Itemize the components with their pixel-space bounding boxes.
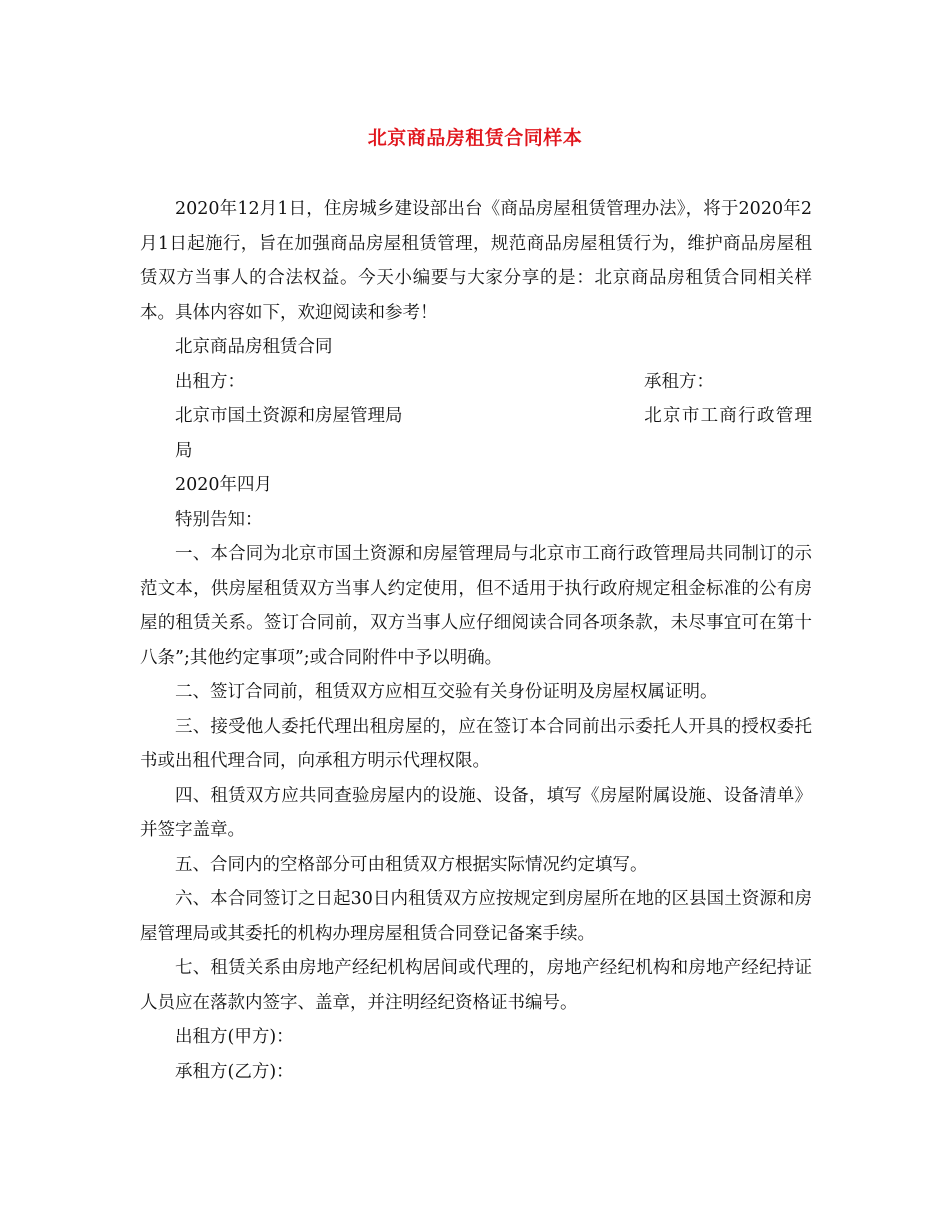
document-body (140, 192, 812, 1089)
clause-5: 五、合同内的空格部分可由租赁双方根据实际情况约定填写。 (175, 854, 648, 875)
lessee-label: 承租方： (644, 371, 714, 392)
party-a-line: 出租方(甲方)： (175, 1027, 294, 1047)
contract-heading: 北京商品房租赁合同 (175, 337, 333, 357)
agencies-row (140, 399, 812, 468)
lessee-agency: 北京市工商行政管理局 (175, 406, 812, 461)
clause-1: 一、本合同为北京市国土资源和房屋管理局与北京市工商行政管理局共同制订的示范文本，供房屋租赁双方当事人约定使用，但不适用于执行政府规定租金标准的公有房屋的租赁关系。签订合同前，双方当事人应仔细阅读合同各项条款，未尽事宜可在第十八条”;其他约定事项”;或合同附件中予以明确。 (140, 544, 812, 668)
party-b-line: 承租方(乙方)： (175, 1061, 294, 1082)
party-labels-row (140, 365, 812, 400)
clause-3: 三、接受他人委托代理出租房屋的，应在签订本合同前出示委托人开具的授权委托书或出租代理合同，向承租方明示代理权限。 (140, 716, 812, 771)
lessor-label: 出租方： (175, 371, 245, 392)
lessor-agency: 北京市国土资源和房屋管理局 (175, 406, 403, 426)
clause-2: 二、签订合同前，租赁双方应相互交验有关身份证明及房屋权属证明。 (175, 682, 718, 702)
clause-4: 四、租赁双方应共同查验房屋内的设施、设备，填写《房屋附属设施、设备清单》并签字盖章。 (140, 785, 812, 840)
notice-heading: 特别告知： (175, 509, 263, 530)
document-date: 2020年四月 (175, 475, 273, 495)
intro-paragraph: 2020年12月1日，住房城乡建设部出台《商品房屋租赁管理办法》，将于2020年2月1日起施行，旨在加强商品房屋租赁管理，规范商品房屋租赁行为，维护商品房屋租赁双方当事人的合法权益。今天小编要与大家分享的是：北京商品房租赁合同相关样本。具体内容如下，欢迎阅读和参考！ (140, 199, 812, 323)
clause-7: 七、租赁关系由房地产经纪机构居间或代理的，房地产经纪机构和房地产经纪持证人员应在落款内签字、盖章，并注明经纪资格证书编号。 (140, 958, 812, 1013)
clause-6: 六、本合同签订之日起30日内租赁双方应按规定到房屋所在地的区县国土资源和房屋管理局或其委托的机构办理房屋租赁合同登记备案手续。 (140, 889, 812, 944)
document-title: 北京商品房租赁合同样本 (367, 127, 583, 149)
